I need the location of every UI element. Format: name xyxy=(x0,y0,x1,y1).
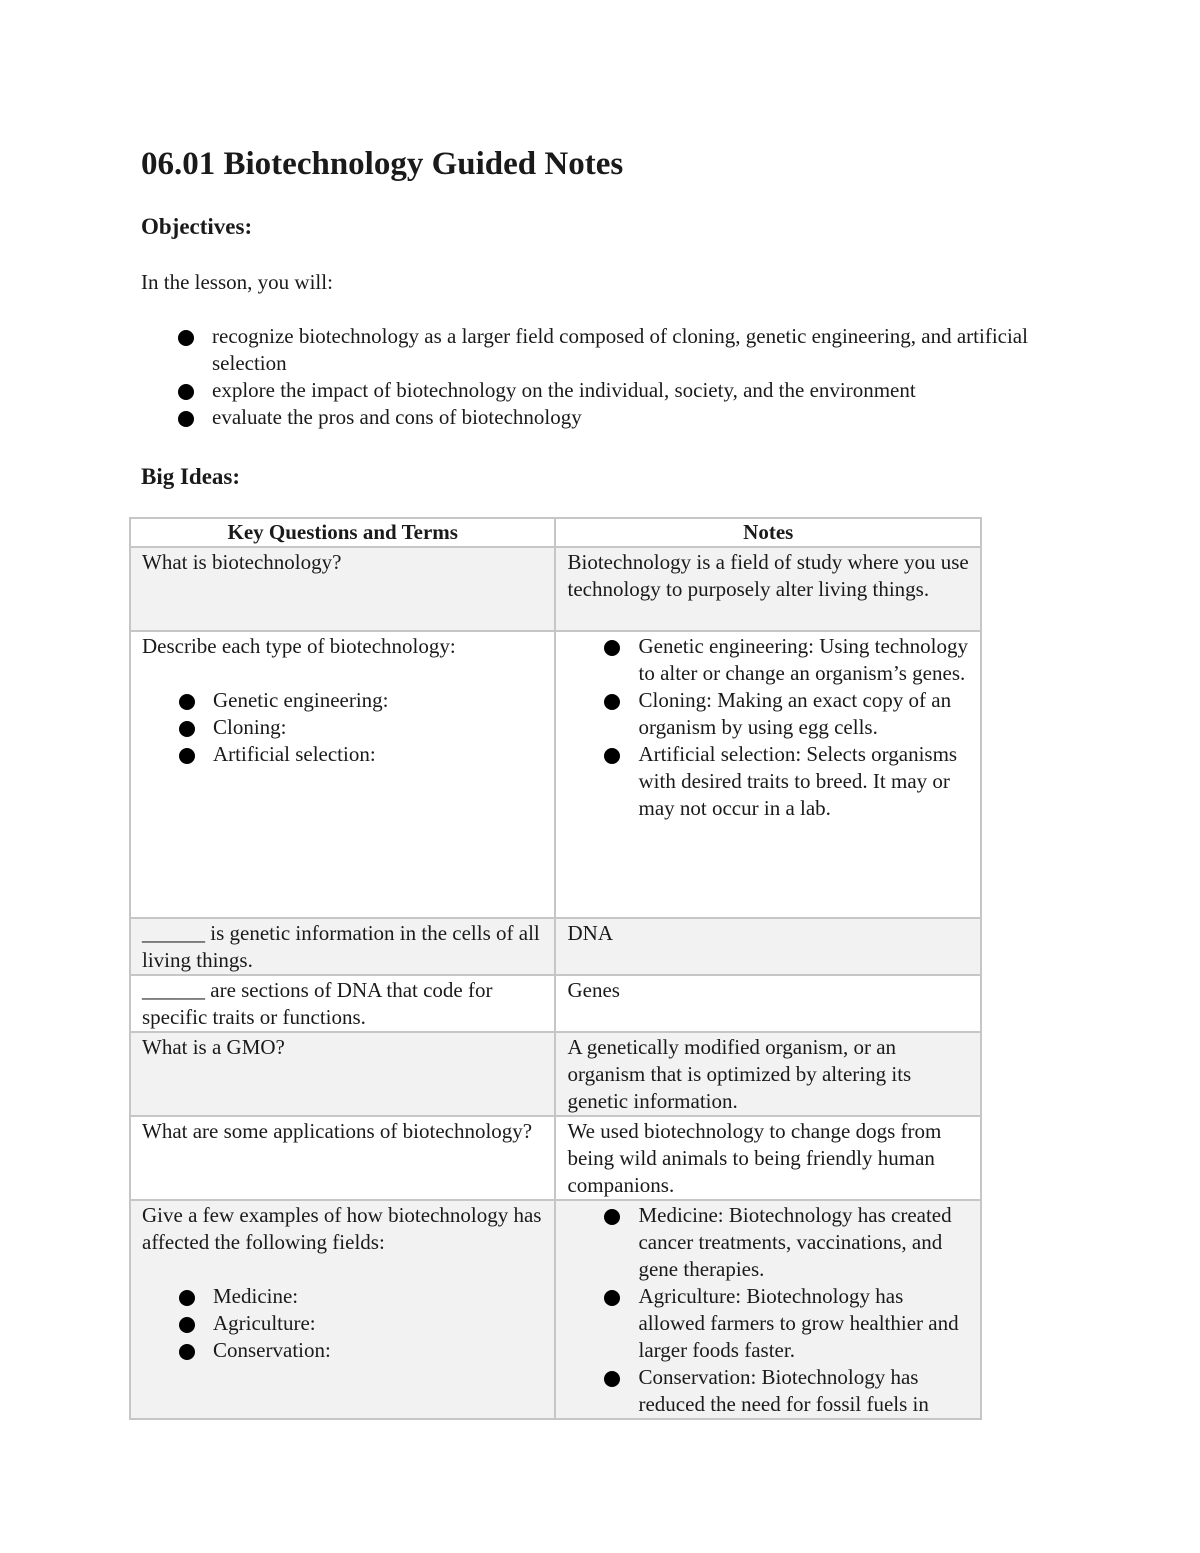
column-header-notes: Notes xyxy=(555,518,981,547)
notes-text: Biotechnology is a field of study where you use technology to purposely alter living things. xyxy=(567,550,969,601)
bullet-icon xyxy=(604,1290,620,1306)
table-header-row xyxy=(130,518,981,547)
notes-list xyxy=(567,1202,970,1418)
table-row xyxy=(130,1032,981,1116)
list-item xyxy=(142,1310,544,1337)
bullet-icon xyxy=(178,384,194,400)
question-cell xyxy=(130,1032,555,1116)
objectives-list xyxy=(141,323,1071,431)
question-cell xyxy=(130,547,555,631)
list-item-text: Cloning: Making an exact copy of an organism by using egg cells. xyxy=(638,688,952,739)
list-item xyxy=(567,1202,970,1283)
notes-cell[interactable] xyxy=(555,1200,981,1419)
bullet-icon xyxy=(179,748,195,764)
list-item xyxy=(567,741,970,822)
list-item xyxy=(142,714,544,741)
spacer xyxy=(142,1256,544,1283)
notes-list xyxy=(567,633,970,822)
notes-text: DNA xyxy=(567,921,613,945)
list-item xyxy=(567,687,970,741)
question-cell xyxy=(130,631,555,918)
objective-text: recognize biotechnology as a larger field composed of cloning, genetic engineering, and artificial selection xyxy=(212,324,1028,375)
list-item xyxy=(567,1283,970,1364)
objective-text: explore the impact of biotechnology on the individual, society, and the environment xyxy=(212,378,916,402)
question-cell xyxy=(130,1200,555,1419)
notes-cell[interactable] xyxy=(555,975,981,1032)
answer-blank: ______ xyxy=(142,978,205,1002)
question-text: What are some applications of biotechnology? xyxy=(142,1119,533,1143)
list-item-text: Conservation: xyxy=(213,1338,331,1362)
bullet-icon xyxy=(178,330,194,346)
table-row xyxy=(130,547,981,631)
list-item xyxy=(142,1337,544,1364)
bullet-icon xyxy=(604,1371,620,1387)
bullet-icon xyxy=(179,721,195,737)
question-text: Describe each type of biotechnology: xyxy=(142,634,456,658)
list-item xyxy=(567,1364,970,1418)
answer-blank: ______ xyxy=(142,921,205,945)
table-row xyxy=(130,1116,981,1200)
big-ideas-heading: Big Ideas: xyxy=(141,464,241,489)
guided-notes-table xyxy=(129,517,982,1420)
list-item-text: Medicine: Biotechnology has created cancer treatments, vaccinations, and gene therapies. xyxy=(638,1203,952,1281)
objective-item xyxy=(141,377,1071,404)
question-text: Give a few examples of how biotechnology has affected the following fields: xyxy=(142,1203,542,1254)
bullet-icon xyxy=(178,411,194,427)
bullet-icon xyxy=(604,694,620,710)
objective-text: evaluate the pros and cons of biotechnology xyxy=(212,405,582,429)
question-list xyxy=(142,687,544,768)
notes-text: A genetically modified organism, or an organism that is optimized by altering its genetic information. xyxy=(567,1035,912,1113)
objective-item xyxy=(141,404,1071,431)
objectives-intro: In the lesson, you will: xyxy=(141,270,333,294)
question-cell xyxy=(130,918,555,975)
column-header-questions: Key Questions and Terms xyxy=(130,518,555,547)
list-item-text: Medicine: xyxy=(213,1284,299,1308)
list-item-text: Agriculture: xyxy=(213,1311,316,1335)
list-item-text: Artificial selection: xyxy=(213,742,376,766)
objective-item xyxy=(141,323,1071,377)
question-text: What is biotechnology? xyxy=(142,550,342,574)
notes-cell[interactable] xyxy=(555,1116,981,1200)
question-text: are sections of DNA that code for specific traits or functions. xyxy=(142,978,493,1029)
table-row xyxy=(130,1200,981,1419)
bullet-icon xyxy=(179,1344,195,1360)
table-row xyxy=(130,918,981,975)
list-item-text: Genetic engineering: Using technology to alter or change an organism’s genes. xyxy=(638,634,968,685)
list-item-text: Genetic engineering: xyxy=(213,688,389,712)
question-cell xyxy=(130,1116,555,1200)
list-item-text: Artificial selection: Selects organisms with desired traits to breed. It may or may not occur in a lab. xyxy=(638,742,958,820)
document-title: 06.01 Biotechnology Guided Notes xyxy=(141,146,624,182)
list-item-text: Agriculture: Biotechnology has allowed farmers to grow healthier and larger foods faster. xyxy=(638,1284,959,1362)
list-item xyxy=(142,687,544,714)
question-text: What is a GMO? xyxy=(142,1035,285,1059)
bullet-icon xyxy=(179,1317,195,1333)
list-item-text: Conservation: Biotechnology has reduced the need for fossil fuels in xyxy=(638,1365,929,1416)
question-text: is genetic information in the cells of all living things. xyxy=(142,921,540,972)
list-item xyxy=(142,1283,544,1310)
notes-text: Genes xyxy=(567,978,620,1002)
bullet-icon xyxy=(179,694,195,710)
bullet-icon xyxy=(179,1290,195,1306)
question-cell xyxy=(130,975,555,1032)
spacer xyxy=(142,660,544,687)
bullet-icon xyxy=(604,748,620,764)
table-row xyxy=(130,975,981,1032)
bullet-icon xyxy=(604,1209,620,1225)
bullet-icon xyxy=(604,640,620,656)
notes-cell[interactable] xyxy=(555,1032,981,1116)
notes-cell[interactable] xyxy=(555,631,981,918)
table-row xyxy=(130,631,981,918)
notes-cell[interactable] xyxy=(555,547,981,631)
list-item-text: Cloning: xyxy=(213,715,287,739)
notes-text: We used biotechnology to change dogs from being wild animals to being friendly human companions. xyxy=(567,1119,942,1197)
list-item xyxy=(567,633,970,687)
objectives-heading: Objectives: xyxy=(141,214,253,239)
list-item xyxy=(142,741,544,768)
notes-cell[interactable] xyxy=(555,918,981,975)
question-list xyxy=(142,1283,544,1364)
